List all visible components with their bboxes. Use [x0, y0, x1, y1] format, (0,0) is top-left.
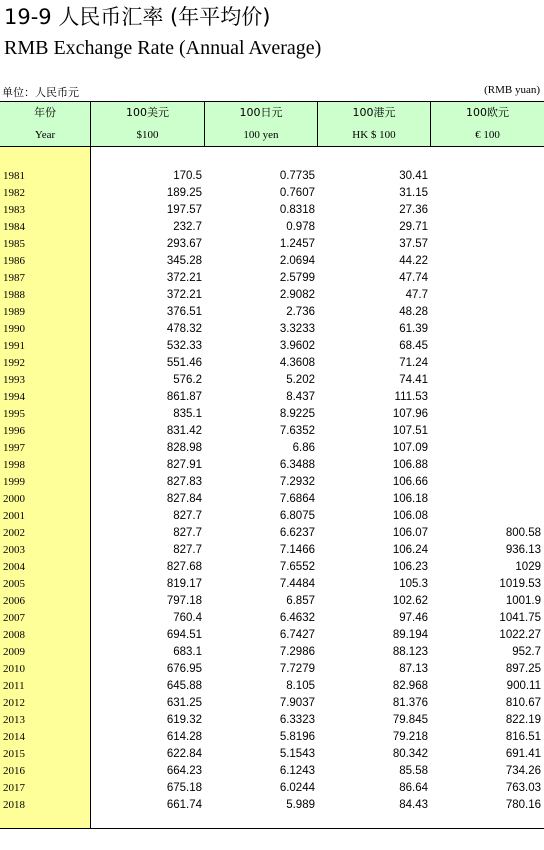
- cell-year: 2013: [3, 714, 25, 726]
- cell-jpy: 7.6864: [279, 493, 315, 505]
- cell-hkd: 107.51: [392, 425, 428, 437]
- cell-hkd: 106.24: [392, 544, 428, 556]
- table-row: [0, 372, 544, 389]
- cell-jpy: 1.2457: [279, 238, 315, 250]
- header-usd-en: $100: [136, 129, 159, 141]
- cell-jpy: 5.202: [286, 374, 315, 386]
- cell-usd: 631.25: [166, 697, 202, 709]
- cell-year: 2006: [3, 595, 25, 607]
- cell-year: 1995: [3, 408, 25, 420]
- cell-usd: 622.84: [166, 748, 202, 760]
- cell-usd: 478.32: [166, 323, 202, 335]
- cell-hkd: 82.968: [392, 680, 428, 692]
- table-row: [0, 542, 544, 559]
- cell-usd: 197.57: [166, 204, 202, 216]
- cell-year: 1986: [3, 255, 25, 267]
- table-row: [0, 389, 544, 406]
- cell-usd: 551.46: [166, 357, 202, 369]
- cell-jpy: 8.437: [286, 391, 315, 403]
- cell-year: 1984: [3, 221, 25, 233]
- cell-usd: 827.7: [173, 544, 202, 556]
- table-row: [0, 168, 544, 185]
- cell-jpy: 2.9082: [279, 289, 315, 301]
- cell-usd: 827.68: [166, 561, 202, 573]
- cell-hkd: 71.24: [399, 357, 428, 369]
- cell-usd: 861.87: [166, 391, 202, 403]
- cell-usd: 376.51: [166, 306, 202, 318]
- cell-year: 1987: [3, 272, 25, 284]
- cell-eur: 800.58: [505, 527, 541, 539]
- cell-year: 1994: [3, 391, 25, 403]
- table-row: [0, 355, 544, 372]
- cell-jpy: 6.86: [292, 442, 315, 454]
- cell-eur: 691.41: [505, 748, 541, 760]
- cell-year: 2018: [3, 799, 25, 811]
- cell-usd: 797.18: [166, 595, 202, 607]
- cell-hkd: 61.39: [399, 323, 428, 335]
- cell-year: 1983: [3, 204, 25, 216]
- table-row: [0, 253, 544, 270]
- table-row: [0, 576, 544, 593]
- table-row: [0, 185, 544, 202]
- cell-year: 2008: [3, 629, 25, 641]
- cell-year: 1999: [3, 476, 25, 488]
- cell-year: 1989: [3, 306, 25, 318]
- cell-jpy: 6.6237: [279, 527, 315, 539]
- cell-hkd: 30.41: [399, 170, 428, 182]
- exchange-rate-table: [0, 101, 544, 829]
- table-row: [0, 304, 544, 321]
- cell-eur: 900.11: [506, 680, 541, 692]
- cell-usd: 760.4: [173, 612, 202, 624]
- cell-jpy: 7.2986: [279, 646, 315, 658]
- cell-hkd: 44.22: [399, 255, 428, 267]
- table-row: [0, 491, 544, 508]
- cell-eur: 1001.9: [505, 595, 541, 607]
- table-row: [0, 457, 544, 474]
- cell-jpy: 7.6552: [279, 561, 315, 573]
- cell-eur: 1041.75: [499, 612, 541, 624]
- cell-hkd: 48.28: [399, 306, 428, 318]
- table-row: [0, 661, 544, 678]
- cell-eur: 1022.27: [499, 629, 541, 641]
- cell-year: 2016: [3, 765, 25, 777]
- cell-hkd: 80.342: [392, 748, 428, 760]
- table-row: [0, 202, 544, 219]
- cell-year: 1993: [3, 374, 25, 386]
- cell-hkd: 31.15: [399, 187, 428, 199]
- cell-jpy: 6.3323: [279, 714, 315, 726]
- cell-usd: 532.33: [166, 340, 202, 352]
- cell-year: 1997: [3, 442, 25, 454]
- cell-year: 1990: [3, 323, 25, 335]
- cell-jpy: 4.3608: [279, 357, 315, 369]
- header-eur-cn: 100欧元: [466, 106, 509, 119]
- cell-jpy: 0.8318: [279, 204, 315, 216]
- cell-hkd: 81.376: [392, 697, 428, 709]
- cell-hkd: 106.07: [392, 527, 428, 539]
- header-hkd: [318, 102, 431, 146]
- cell-eur: 810.67: [505, 697, 541, 709]
- cell-usd: 827.83: [166, 476, 202, 488]
- header-year-en: Year: [34, 129, 56, 141]
- cell-eur: 936.13: [505, 544, 541, 556]
- table-row: [0, 780, 544, 797]
- cell-jpy: 0.7607: [279, 187, 315, 199]
- cell-hkd: 106.23: [392, 561, 428, 573]
- cell-jpy: 3.3233: [279, 323, 315, 335]
- cell-jpy: 7.6352: [279, 425, 315, 437]
- cell-usd: 827.7: [173, 527, 202, 539]
- cell-hkd: 107.09: [392, 442, 428, 454]
- cell-year: 2000: [3, 493, 25, 505]
- cell-hkd: 37.57: [399, 238, 428, 250]
- header-year: [0, 102, 91, 146]
- cell-usd: 232.7: [173, 221, 202, 233]
- cell-year: 2012: [3, 697, 25, 709]
- cell-usd: 661.74: [166, 799, 202, 811]
- cell-usd: 675.18: [166, 782, 202, 794]
- cell-usd: 372.21: [166, 272, 202, 284]
- cell-usd: 293.67: [166, 238, 202, 250]
- header-eur: [431, 102, 544, 146]
- cell-eur: 816.51: [505, 731, 541, 743]
- cell-usd: 372.21: [166, 289, 202, 301]
- cell-jpy: 5.1543: [279, 748, 315, 760]
- cell-eur: 897.25: [505, 663, 541, 675]
- cell-usd: 831.42: [166, 425, 202, 437]
- table-row: [0, 678, 544, 695]
- cell-usd: 835.1: [173, 408, 202, 420]
- cell-hkd: 47.7: [405, 289, 428, 301]
- cell-eur: 952.7: [512, 646, 541, 658]
- header-hkd-cn: 100港元: [352, 106, 396, 119]
- table-row: [0, 627, 544, 644]
- header-jpy-en: 100 yen: [243, 129, 279, 141]
- table-row: [0, 559, 544, 576]
- cell-hkd: 86.64: [399, 782, 428, 794]
- cell-usd: 664.23: [166, 765, 202, 777]
- cell-hkd: 74.41: [399, 374, 428, 386]
- cell-jpy: 6.0244: [279, 782, 315, 794]
- cell-usd: 683.1: [173, 646, 202, 658]
- cell-year: 2002: [3, 527, 25, 539]
- cell-jpy: 7.7279: [279, 663, 315, 675]
- cell-hkd: 85.58: [399, 765, 428, 777]
- cell-hkd: 84.43: [399, 799, 428, 811]
- cell-year: 1992: [3, 357, 25, 369]
- header-usd-cn: 100美元: [126, 106, 169, 119]
- table-row: [0, 797, 544, 814]
- cell-hkd: 102.62: [392, 595, 428, 607]
- cell-year: 1996: [3, 425, 25, 437]
- cell-year: 2014: [3, 731, 25, 743]
- cell-usd: 827.91: [166, 459, 202, 471]
- cell-hkd: 79.218: [392, 731, 428, 743]
- cell-usd: 170.5: [173, 170, 202, 182]
- table-row: [0, 219, 544, 236]
- cell-jpy: 2.5799: [279, 272, 315, 284]
- cell-jpy: 7.4484: [279, 578, 315, 590]
- table-row: [0, 712, 544, 729]
- cell-usd: 819.17: [166, 578, 202, 590]
- cell-hkd: 107.96: [392, 408, 428, 420]
- cell-jpy: 6.8075: [279, 510, 315, 522]
- cell-year: 1998: [3, 459, 25, 471]
- cell-year: 1982: [3, 187, 25, 199]
- cell-jpy: 8.9225: [279, 408, 315, 420]
- cell-year: 1981: [3, 170, 25, 182]
- page-title-chinese: 19-9 人民币汇率 (年平均价): [4, 5, 271, 29]
- table-row: [0, 287, 544, 304]
- cell-usd: 576.2: [173, 374, 202, 386]
- cell-jpy: 6.1243: [279, 765, 315, 777]
- cell-year: 2011: [3, 680, 25, 692]
- table-row: [0, 474, 544, 491]
- table-row: [0, 236, 544, 253]
- cell-year: 2001: [3, 510, 25, 522]
- cell-jpy: 2.736: [286, 306, 315, 318]
- cell-hkd: 87.13: [399, 663, 428, 675]
- cell-year: 2010: [3, 663, 25, 675]
- cell-jpy: 7.1466: [279, 544, 315, 556]
- cell-jpy: 3.9602: [279, 340, 315, 352]
- table-row: [0, 729, 544, 746]
- table-header: [0, 102, 544, 147]
- cell-year: 2007: [3, 612, 25, 624]
- cell-year: 2005: [3, 578, 25, 590]
- table-row: [0, 763, 544, 780]
- cell-jpy: 6.3488: [279, 459, 315, 471]
- cell-eur: 822.19: [505, 714, 541, 726]
- table-row: [0, 695, 544, 712]
- table-row: [0, 321, 544, 338]
- cell-usd: 827.7: [173, 510, 202, 522]
- cell-jpy: 8.105: [286, 680, 315, 692]
- cell-hkd: 111.53: [394, 391, 428, 403]
- cell-jpy: 5.8196: [279, 731, 315, 743]
- cell-year: 2004: [3, 561, 25, 573]
- header-hkd-en: HK $ 100: [352, 129, 396, 141]
- cell-hkd: 47.74: [399, 272, 428, 284]
- page-title-english: RMB Exchange Rate (Annual Average): [4, 37, 322, 59]
- cell-hkd: 97.46: [399, 612, 428, 624]
- cell-jpy: 2.0694: [279, 255, 315, 267]
- cell-year: 1985: [3, 238, 25, 250]
- cell-eur: 1029: [515, 561, 541, 573]
- header-eur-en: € 100: [475, 129, 500, 141]
- cell-hkd: 79.845: [392, 714, 428, 726]
- table-row: [0, 525, 544, 542]
- table-row: [0, 423, 544, 440]
- cell-hkd: 106.18: [392, 493, 428, 505]
- table-row: [0, 746, 544, 763]
- cell-jpy: 6.4632: [279, 612, 315, 624]
- cell-eur: 1019.53: [499, 578, 541, 590]
- table-row: [0, 440, 544, 457]
- cell-jpy: 7.9037: [279, 697, 315, 709]
- cell-year: 2017: [3, 782, 25, 794]
- cell-hkd: 27.36: [399, 204, 428, 216]
- cell-eur: 763.03: [505, 782, 541, 794]
- cell-usd: 189.25: [166, 187, 202, 199]
- cell-jpy: 0.7735: [279, 170, 315, 182]
- header-year-cn: 年份: [34, 106, 56, 119]
- cell-year: 2009: [3, 646, 25, 658]
- cell-hkd: 89.194: [392, 629, 428, 641]
- table-row: [0, 406, 544, 423]
- table-row: [0, 593, 544, 610]
- cell-year: 2003: [3, 544, 25, 556]
- cell-hkd: 106.66: [392, 476, 428, 488]
- cell-hkd: 105.3: [399, 578, 428, 590]
- unit-label-english: (RMB yuan): [484, 84, 540, 96]
- cell-hkd: 106.08: [392, 510, 428, 522]
- cell-eur: 734.26: [505, 765, 541, 777]
- header-jpy-cn: 100日元: [239, 106, 283, 119]
- cell-usd: 345.28: [166, 255, 202, 267]
- cell-usd: 828.98: [166, 442, 202, 454]
- cell-year: 2015: [3, 748, 25, 760]
- table-row: [0, 270, 544, 287]
- cell-hkd: 68.45: [399, 340, 428, 352]
- cell-usd: 676.95: [166, 663, 202, 675]
- unit-label-chinese: 单位：人民币元: [2, 86, 79, 99]
- cell-hkd: 88.123: [392, 646, 428, 658]
- table-row: [0, 508, 544, 525]
- cell-usd: 645.88: [166, 680, 202, 692]
- cell-usd: 619.32: [166, 714, 202, 726]
- cell-jpy: 7.2932: [279, 476, 315, 488]
- cell-hkd: 106.88: [392, 459, 428, 471]
- cell-jpy: 5.989: [286, 799, 315, 811]
- cell-jpy: 6.857: [286, 595, 315, 607]
- cell-hkd: 29.71: [399, 221, 428, 233]
- cell-eur: 780.16: [505, 799, 541, 811]
- cell-usd: 827.84: [166, 493, 202, 505]
- table-body: [0, 168, 544, 814]
- cell-jpy: 0.978: [286, 221, 315, 233]
- cell-year: 1988: [3, 289, 25, 301]
- cell-usd: 694.51: [166, 629, 202, 641]
- cell-usd: 614.28: [166, 731, 202, 743]
- header-usd: [91, 102, 205, 146]
- table-row: [0, 338, 544, 355]
- cell-year: 1991: [3, 340, 25, 352]
- header-jpy: [205, 102, 318, 146]
- table-row: [0, 610, 544, 627]
- table-row: [0, 644, 544, 661]
- cell-jpy: 6.7427: [279, 629, 315, 641]
